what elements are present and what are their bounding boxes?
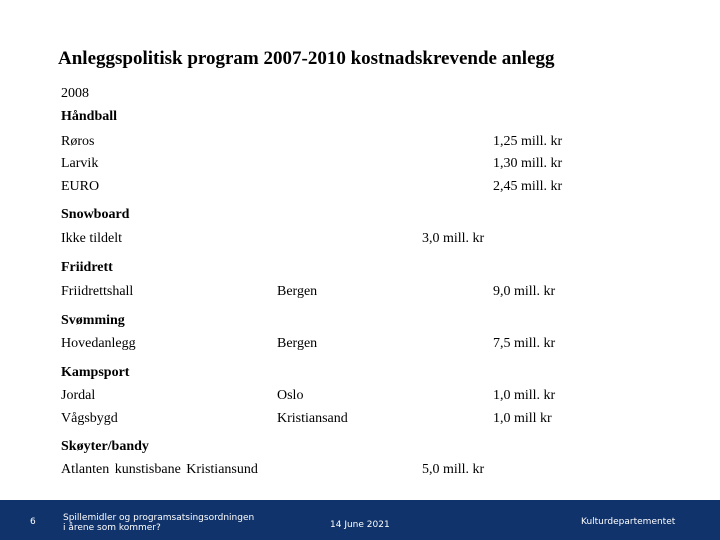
row-name: Atlanten kunstisbane Kristiansund xyxy=(61,462,258,477)
row-name: Vågsbygd xyxy=(61,411,118,426)
row-place: Bergen xyxy=(277,336,318,351)
slide-title: Anleggspolitisk program 2007-2010 kostnadskrevende anlegg xyxy=(58,48,555,69)
section-heading-friidrett: Friidrett xyxy=(61,260,113,275)
section-heading-kampsport: Kampsport xyxy=(61,365,130,380)
row-place: Oslo xyxy=(277,388,304,403)
row-amount: 1,25 mill. kr xyxy=(493,134,563,149)
row-amount: 3,0 mill. kr xyxy=(422,231,485,246)
year-label: 2008 xyxy=(61,86,89,101)
row-amount: 1,30 mill. kr xyxy=(493,156,563,171)
footer-subtitle-line2: i årene som kommer? xyxy=(63,523,161,534)
section-heading-handball: Håndball xyxy=(61,109,118,124)
row-name: Ikke tildelt xyxy=(61,231,123,246)
footer-organization: Kulturdepartementet xyxy=(581,517,676,527)
row-name: Larvik xyxy=(61,156,99,171)
footer-bar xyxy=(0,500,720,540)
footer-subtitle xyxy=(63,513,254,534)
row-amount: 5,0 mill. kr xyxy=(422,462,485,477)
row-amount: 7,5 mill. kr xyxy=(493,336,556,351)
row-place: Kristiansand xyxy=(277,411,348,426)
row-amount: 2,45 mill. kr xyxy=(493,179,563,194)
row-name: Friidrettshall xyxy=(61,284,134,299)
section-heading-svomming: Svømming xyxy=(61,313,125,328)
footer-subtitle-line1: Spillemidler og programsatsingsordningen xyxy=(63,513,255,523)
footer-date: 14 June 2021 xyxy=(330,520,390,530)
row-name: Jordal xyxy=(61,388,96,403)
row-name: Røros xyxy=(61,134,95,149)
row-amount: 1,0 mill. kr xyxy=(493,388,556,403)
section-heading-snowboard: Snowboard xyxy=(61,207,130,222)
row-name: EURO xyxy=(61,179,100,194)
row-amount: 1,0 mill kr xyxy=(493,411,552,426)
page-number: 6 xyxy=(30,517,36,527)
row-place: Bergen xyxy=(277,284,318,299)
section-heading-skoyter: Skøyter/bandy xyxy=(61,439,149,454)
row-amount: 9,0 mill. kr xyxy=(493,284,556,299)
row-name: Hovedanlegg xyxy=(61,336,136,351)
